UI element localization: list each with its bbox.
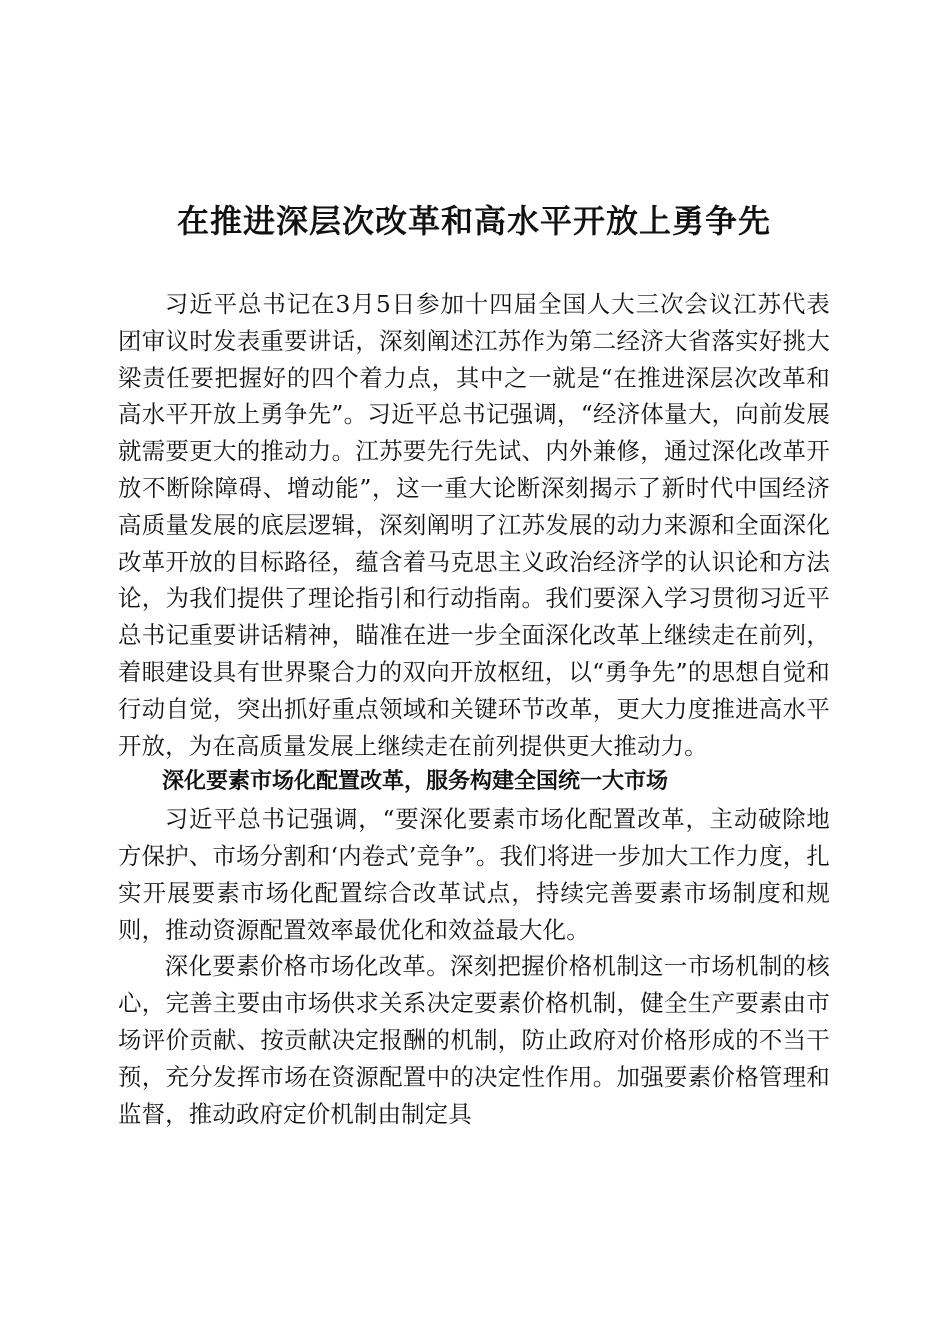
document-title: 在推进深层次改革和高水平开放上勇争先 (176, 202, 771, 240)
document-page (118, 190, 830, 1132)
section-heading: 深化要素市场化配置改革，服务构建全国统一大市场 (162, 769, 669, 795)
section-paragraph-2: 深化要素价格市场化改革。深刻把握价格机制这一市场机制的核心，完善主要由市场供求关系决定要素价格机制，健全生产要素由市场评价贡献、按贡献决定报酬的机制，防止政府对价格形成的不当干预，充分发挥市场在资源配置中的决定性作用。加强要素价格管理和监督，推动政府定价机制由制定具 (118, 952, 830, 1128)
intro-paragraph: 习近平总书记在3月5日参加十四届全国人大三次会议江苏代表团审议时发表重要讲话，深刻阐述江苏作为第二经济大省落实好挑大梁责任要把握好的四个着力点，其中之一就是“在推进深层次改革和高水平开放上勇争先”。习近平总书记强调，“经济体量大，向前发展就需要更大的推动力。江苏要先行先试、内外兼修，通过深化改革开放不断除障碍、增动能”，这一重大论断深刻揭示了新时代中国经济高质量发展的底层逻辑，深刻阐明了江苏发展的动力来源和全面深化改革开放的目标路径，蕴含着马克思主义政治经济学的认识论和方法论，为我们提供了理论指引和行动指南。我们要深入学习贯彻习近平总书记重要讲话精神，瞄准在进一步全面深化改革上继续走在前列，着眼建设具有世界聚合力的双向开放枢纽，以“勇争先”的思想自觉和行动自觉，突出抓好重点领域和关键环节改革，更大力度推进高水平开放，为在高质量发展上继续走在前列提供更大推动力。 (118, 290, 830, 760)
section-paragraph-1: 习近平总书记强调，“要深化要素市场化配置改革，主动破除地方保护、市场分割和‘内卷式’竞争”。我们将进一步加大工作力度，扎实开展要素市场化配置综合改革试点，持续完善要素市场制度和规则，推动资源配置效率最优化和效益最大化。 (118, 805, 830, 944)
